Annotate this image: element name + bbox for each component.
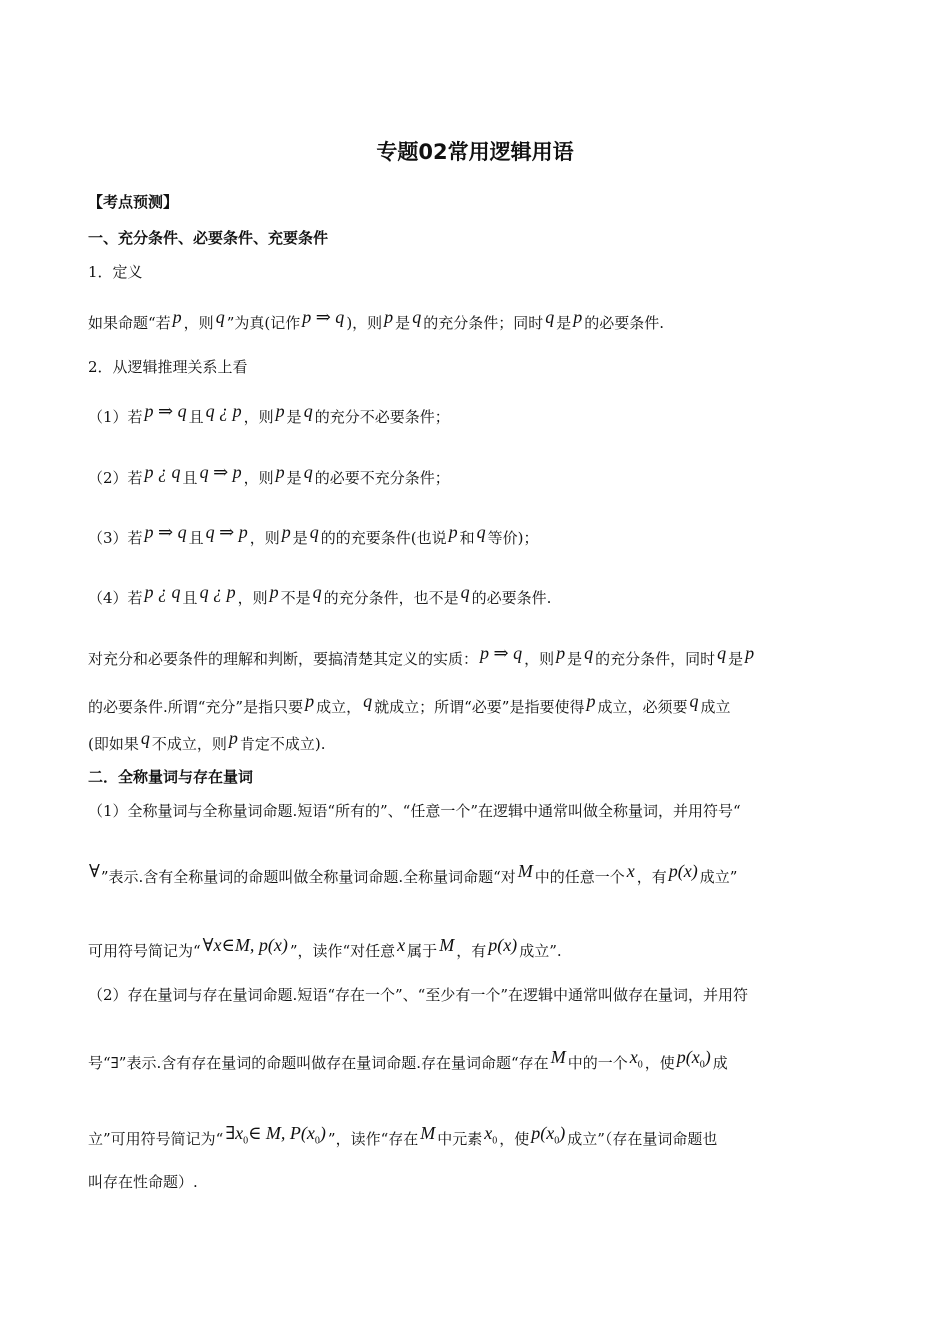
case-2: （2）若 p ¿ q 且 q ⇒ p ，则 p 是 q 的必要不充分条件； bbox=[88, 462, 450, 487]
understanding-paragraph-line-2: 的必要条件.所谓“充分”是指只要 p 成立， q 就成立；所谓“必要”是指要使得 p 成立，必须要 q 成立 bbox=[88, 691, 731, 716]
universal-line-3: 可用符号简记为“ ∀x∈M, p(x) ”，读作“对任意 x 属于 M ，有 p(x) 成立”. bbox=[88, 935, 562, 960]
page-title: 专题02常用逻辑用语 bbox=[376, 140, 574, 164]
definition-heading: 1．定义 bbox=[88, 263, 143, 281]
case-3: （3）若 p ⇒ q 且 q ⇒ p ，则 p 是 q 的的充要条件(也说 p 和 q 等价)； bbox=[88, 522, 539, 547]
existential-line-3: 立”可用符号简记为“ $\exists x_0\in$ M, $P(x_0)$ ”，读作“存在 M 中元素 $x_0$ ，使 $p(x_0)$ 成立”（存在量词命题也 bbox=[88, 1123, 718, 1148]
universal-line-2: ∀”表示.含有全称量词的命题叫做全称量词命题.全称量词命题“对 M 中的任意一个 x ，有 p(x) 成立” bbox=[89, 861, 738, 886]
case-4: （4）若 p ¿ q 且 q ¿ p ，则 p 不是 q 的充分条件，也不是 q 的必要条件. bbox=[88, 582, 552, 607]
relation-heading: 2．从逻辑推理关系上看 bbox=[88, 358, 248, 376]
existential-line-4: 叫存在性命题）. bbox=[88, 1173, 198, 1191]
definition-text: 如果命题“若 p ，则 q ”为真(记作 p ⇒ q )，则 p 是 q 的充分条件；同时 q 是 p 的必要条件. bbox=[88, 307, 664, 332]
case-1: （1）若 p ⇒ q 且 q ¿ p ，则 p 是 q 的充分不必要条件； bbox=[88, 401, 450, 426]
existential-line-2: 号“∃”表示.含有存在量词的命题叫做存在量词命题.存在量词命题“存在 M 中的一个 $x_0$ ，使 $p(x_0)$ 成 bbox=[88, 1047, 728, 1072]
understanding-paragraph-line-1: 对充分和必要条件的理解和判断，要搞清楚其定义的实质： p ⇒ q ，则 p 是 q 的充分条件，同时 q 是 p bbox=[88, 643, 755, 668]
existential-line-1: （2）存在量词与存在量词命题.短语“存在一个”、“至少有一个”在逻辑中通常叫做存在量词，并用符 bbox=[88, 986, 748, 1004]
section-exam-prediction: 【考点预测】 bbox=[88, 193, 179, 211]
section-1-heading: 一、充分条件、必要条件、充要条件 bbox=[88, 229, 329, 247]
section-2-heading: 二．全称量词与存在量词 bbox=[88, 768, 254, 786]
understanding-paragraph-line-3: (即如果 q 不成立，则 p 肯定不成立). bbox=[88, 728, 326, 753]
universal-line-1: （1）全称量词与全称量词命题.短语“所有的”、“任意一个”在逻辑中通常叫做全称量词，并用符号“ bbox=[88, 802, 741, 820]
